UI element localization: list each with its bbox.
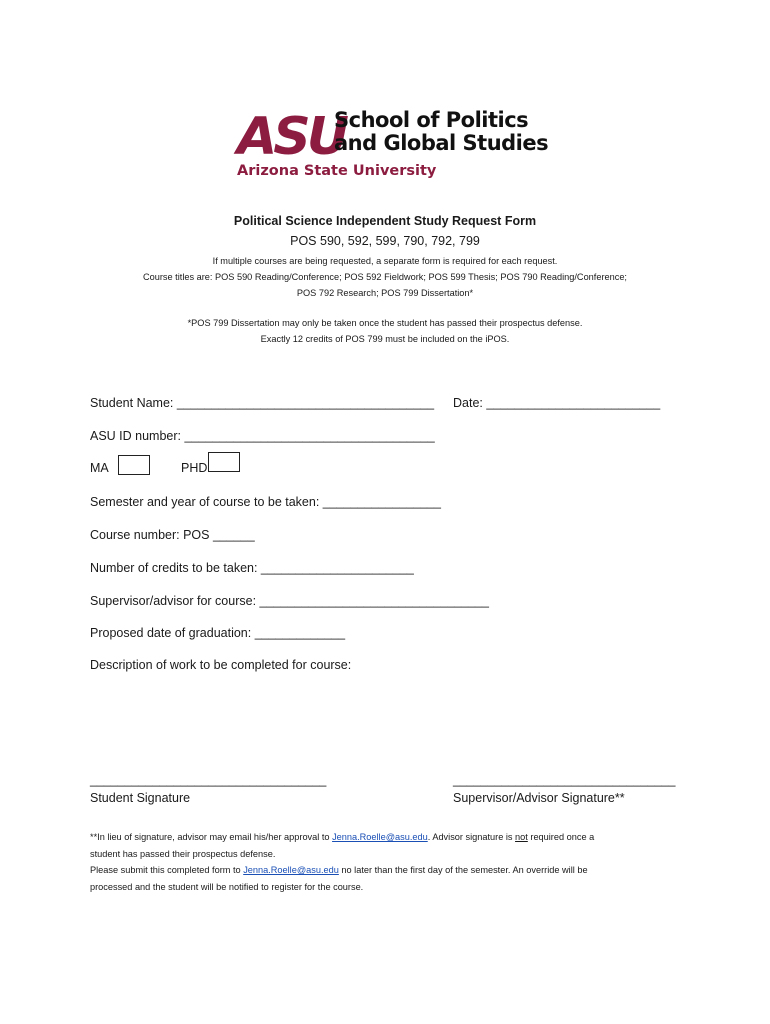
credits-field[interactable]: Number of credits to be taken: ______________________ bbox=[90, 561, 414, 575]
footer-approval-text: **In lieu of signature, advisor may email his/her approval to bbox=[90, 832, 333, 842]
ma-label: MA bbox=[90, 461, 109, 475]
phd-checkbox[interactable] bbox=[208, 452, 240, 472]
multiple-courses-note: If multiple courses are being requested, a separate form is required for each request. bbox=[212, 256, 558, 266]
asu-id-field[interactable]: ASU ID number: ____________________________________ bbox=[90, 429, 435, 443]
footer-approval-note-cont: student has passed their prospectus defense. bbox=[90, 849, 276, 859]
phd-label: PHD bbox=[181, 461, 208, 475]
form-title: Political Science Independent Study Request Form bbox=[233, 214, 537, 228]
asu-logo-mark: ASU bbox=[237, 107, 345, 167]
footer-submit-note-cont: processed and the student will be notified to register for the course. bbox=[90, 882, 364, 892]
footer-submit-text: Please submit this completed form to bbox=[90, 865, 244, 875]
student-signature-label: Student Signature bbox=[90, 791, 191, 805]
student-signature-line[interactable]: __________________________________ bbox=[90, 773, 327, 787]
credits-note: Exactly 12 credits of POS 799 must be included on the iPOS. bbox=[260, 334, 510, 344]
ma-checkbox[interactable] bbox=[118, 455, 150, 475]
description-label: Description of work to be completed for course: bbox=[90, 658, 352, 672]
university-name: Arizona State University bbox=[237, 163, 437, 179]
advisor-signature-label: Supervisor/Advisor Signature** bbox=[453, 791, 625, 805]
footer-approval-text-3: required once a bbox=[527, 832, 595, 842]
course-list: POS 590, 592, 599, 790, 792, 799 bbox=[290, 234, 480, 248]
footer-approval-note bbox=[90, 829, 594, 846]
date-field[interactable]: Date: _________________________ bbox=[453, 396, 661, 410]
advisor-signature-line[interactable]: ________________________________ bbox=[453, 773, 676, 787]
graduation-date-field[interactable]: Proposed date of graduation: _____________ bbox=[90, 626, 346, 640]
email-link[interactable]: Jenna.Roelle@asu.edu bbox=[332, 832, 428, 842]
course-titles-note-cont: POS 792 Research; POS 799 Dissertation* bbox=[296, 288, 474, 298]
footer-approval-text-2: . Advisor signature is bbox=[427, 832, 516, 842]
course-number-field[interactable]: Course number: POS ______ bbox=[90, 528, 255, 542]
course-titles-note: Course titles are: POS 590 Reading/Conference; POS 592 Fieldwork; POS 599 Thesis; POS 790 Reading/Conference; bbox=[143, 272, 627, 282]
email-link-submit[interactable]: Jenna.Roelle@asu.edu bbox=[243, 865, 339, 875]
footer-submit-note bbox=[90, 862, 588, 879]
description-area[interactable] bbox=[90, 680, 680, 770]
footer-submit-text-2: no later than the first day of the semester. An override will be bbox=[338, 865, 588, 875]
student-name-field[interactable]: Student Name: _____________________________________ bbox=[90, 396, 435, 410]
school-name-line1: School of Politics bbox=[334, 108, 529, 132]
supervisor-field[interactable]: Supervisor/advisor for course: _________________________________ bbox=[90, 594, 489, 608]
school-name bbox=[334, 109, 548, 155]
semester-field[interactable]: Semester and year of course to be taken: _________________ bbox=[90, 495, 441, 509]
not-emphasis: not bbox=[515, 832, 528, 842]
school-name-line2: and Global Studies bbox=[334, 131, 549, 155]
dissertation-note: *POS 799 Dissertation may only be taken once the student has passed their prospectus defense. bbox=[187, 318, 583, 328]
